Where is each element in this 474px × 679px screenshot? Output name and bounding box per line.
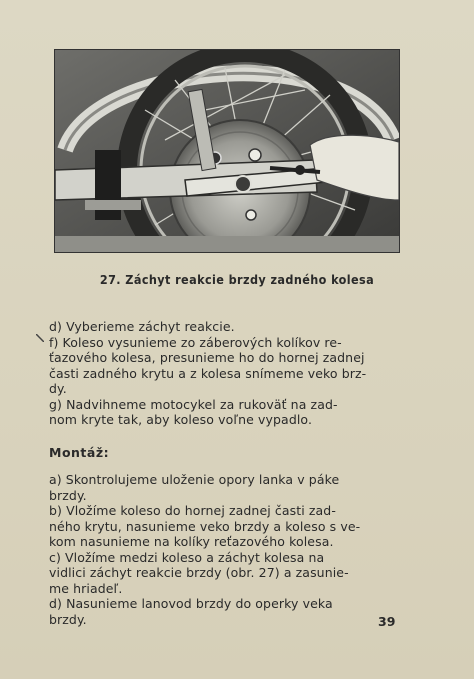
text-line: brzdy. xyxy=(49,611,87,627)
text-line: vidlici záchyt reakcie brzdy (obr. 27) a zasunie- xyxy=(49,565,349,580)
margin-mark xyxy=(36,334,44,342)
figure-caption: 27. Záchyt reakcie brzdy zadného kolesa xyxy=(99,272,375,287)
text-line: c) Vložíme medzi koleso a záchyt kolesa na xyxy=(49,549,325,565)
text-line: g) Nadvihneme motocykel za rukoväť na zad- xyxy=(49,396,338,412)
text-line: a) Skontrolujeme uloženie opory lanka v páke xyxy=(49,472,340,487)
wheel-illustration xyxy=(55,50,399,252)
text-line: časti zadného krytu a z kolesa snímeme veko brz- xyxy=(49,365,367,381)
text-line: nom kryte tak, aby koleso voľne vypadlo. xyxy=(49,412,313,427)
assembly-steps xyxy=(49,472,396,629)
page-number: 39 xyxy=(378,614,396,629)
figure-photo-brake-reaction xyxy=(54,49,400,253)
text-line: f) Koleso vysunieme zo záberových kolíkov re- xyxy=(49,334,342,350)
text-line: dy. xyxy=(49,381,67,396)
text-line: brzdy. xyxy=(49,487,87,503)
text-line: d) Nasunieme lanovod brzdy do operky veka xyxy=(49,596,333,611)
text-line: kom nasunieme na kolíky reťazového kolesa. xyxy=(49,534,334,549)
text-line: ného krytu, nasunieme veko brzdy a koleso s ve- xyxy=(49,518,361,534)
text-line: me hriadeľ. xyxy=(49,580,123,596)
text-line: b) Vložíme koleso do hornej zadnej časti zad- xyxy=(49,503,336,518)
text-line: d) Vyberieme záchyt reakcie. xyxy=(49,319,235,334)
text-line: ťazového kolesa, presunieme ho do hornej zadnej xyxy=(49,350,365,365)
disassembly-steps xyxy=(49,319,393,428)
section-heading-assembly: Montáž: xyxy=(49,445,110,460)
